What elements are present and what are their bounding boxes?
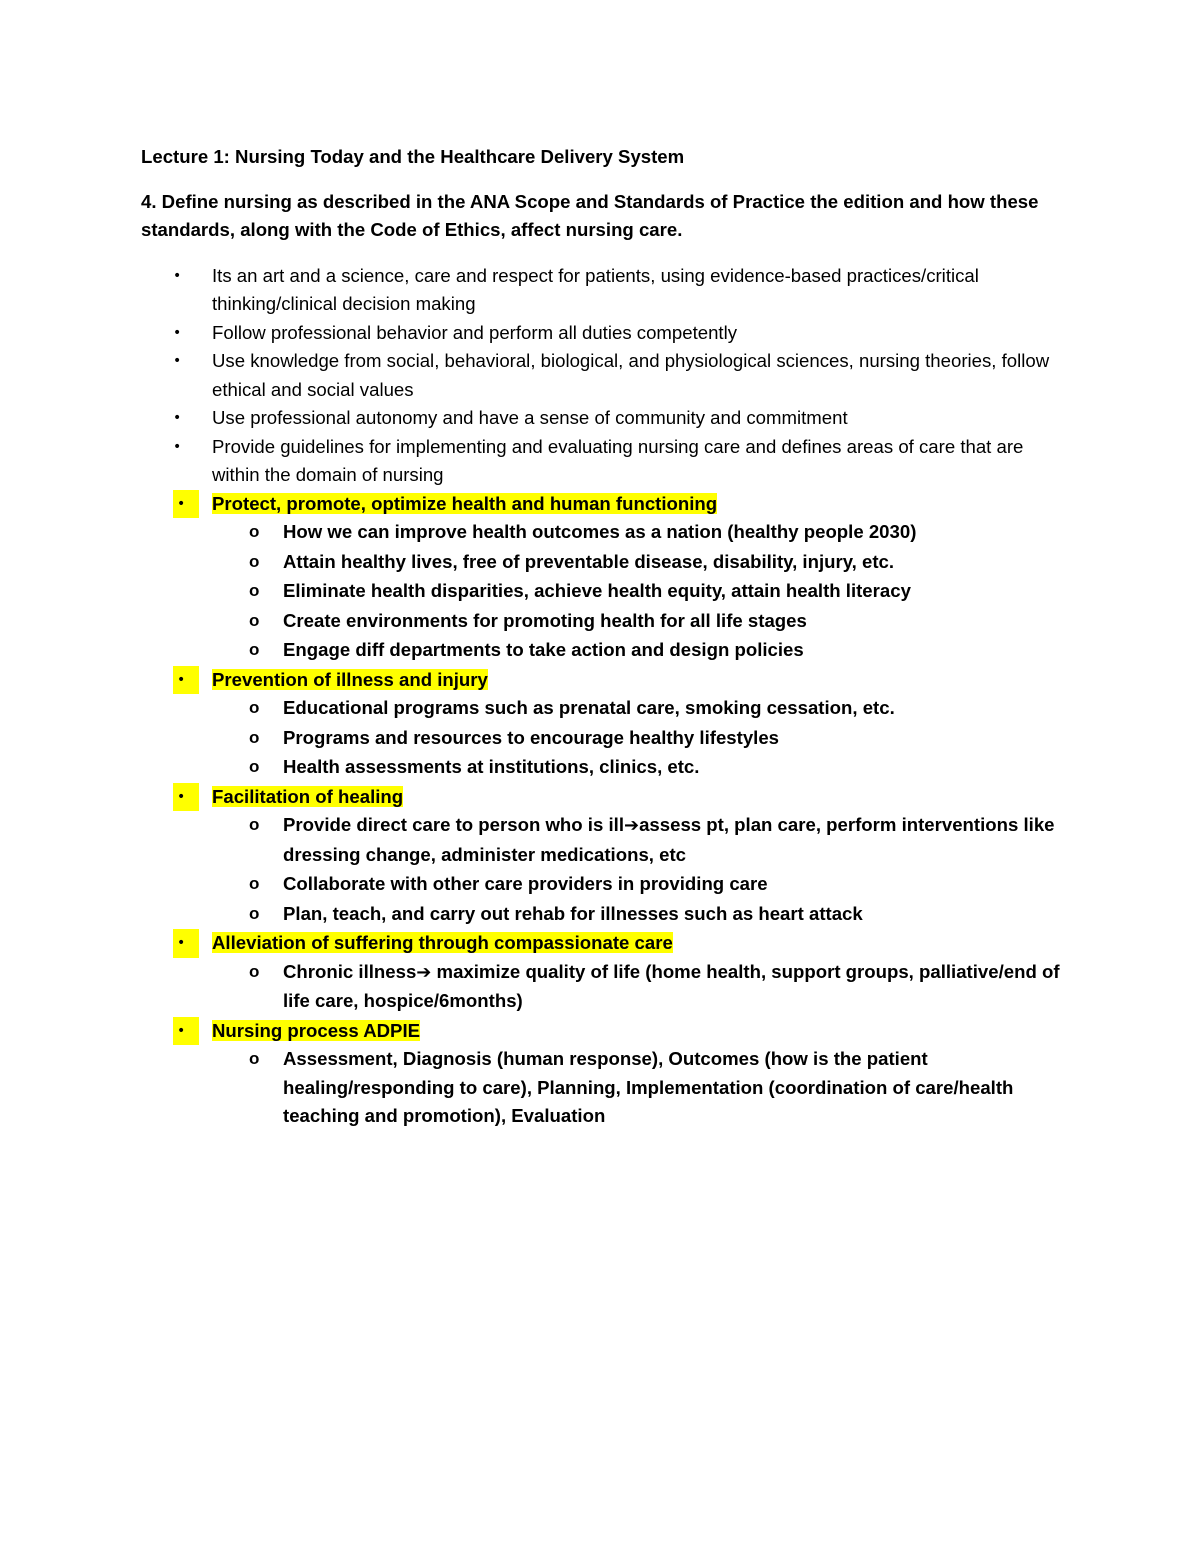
section-heading: Prevention of illness and injury <box>212 668 488 690</box>
list-item <box>141 262 1071 319</box>
sub-item-text: Engage diff departments to take action and design policies <box>283 639 804 660</box>
sub-item-text-before-arrow: Chronic illness <box>283 960 417 982</box>
sub-list-item <box>212 724 1071 753</box>
sub-item-text-after-arrow: maximize quality of life (home health, support groups, palliative/end of life care, hospice/6months) <box>283 960 1060 1011</box>
bullet-icon: • <box>173 410 182 426</box>
sub-item-text: Health assessments at institutions, clinics, etc. <box>283 756 700 777</box>
section-heading: Alleviation of suffering through compassionate care <box>212 932 673 953</box>
sub-list-item <box>212 958 1071 1016</box>
list-item <box>141 404 1071 433</box>
arrow-right-icon: ➔ <box>416 961 432 983</box>
highlighted-section <box>141 666 1071 782</box>
highlighted-section <box>141 1017 1071 1131</box>
list-item-text: Use professional autonomy and have a sense of community and commitment <box>212 407 848 428</box>
sub-list <box>212 694 1071 782</box>
sub-bullet-icon: o <box>249 522 260 541</box>
sub-bullet-icon: o <box>249 757 260 776</box>
list-item-text: Follow professional behavior and perform all duties competently <box>212 321 738 343</box>
sub-list-item <box>212 577 1071 606</box>
highlighted-section <box>141 783 1071 929</box>
lecture-title: Lecture 1: Nursing Today and the Healthcare Delivery System <box>141 146 685 167</box>
highlighted-bullet-icon: • <box>173 666 199 695</box>
bullet-icon: • <box>173 438 182 455</box>
sub-bullet-icon: o <box>249 581 260 600</box>
sub-list <box>212 811 1071 928</box>
section-heading: Nursing process ADPIE <box>212 1019 421 1041</box>
sub-item-text: How we can improve health outcomes as a nation (healthy people 2030) <box>283 521 917 542</box>
sub-list-item <box>212 694 1071 723</box>
sub-bullet-icon: o <box>249 727 260 747</box>
document-body <box>141 143 1071 1132</box>
sub-item-text: Create environments for promoting health for all life stages <box>283 609 807 631</box>
highlighted-bullet-icon: • <box>173 490 199 519</box>
sub-list-item <box>212 900 1071 929</box>
section-heading: Facilitation of healing <box>212 785 404 807</box>
question-text: 4. Define nursing as described in the ANA Scope and Standards of Practice the edition and how these standards, along with the Code of Ethics, affect nursing care. <box>141 190 1039 240</box>
highlighted-bullet-icon: • <box>173 1017 199 1046</box>
sub-bullet-icon: o <box>249 640 260 659</box>
sub-item-text: Educational programs such as prenatal care, smoking cessation, etc. <box>283 697 895 718</box>
sub-list-item <box>212 870 1071 899</box>
sub-list-item <box>212 753 1071 782</box>
list-item <box>141 347 1071 404</box>
sub-list-item <box>212 518 1071 547</box>
sub-list-item <box>212 607 1071 636</box>
sub-bullet-icon: o <box>249 551 260 571</box>
list-item <box>141 433 1071 490</box>
sub-item-text: Collaborate with other care providers in providing care <box>283 873 768 894</box>
sub-bullet-icon: o <box>249 815 260 834</box>
list-item <box>141 319 1071 348</box>
sub-list <box>212 518 1071 665</box>
bullet-list <box>141 262 1071 1131</box>
sub-list-item <box>212 1045 1071 1131</box>
sub-item-text: Eliminate health disparities, achieve health equity, attain health literacy <box>283 580 911 601</box>
section-heading: Protect, promote, optimize health and human functioning <box>212 492 718 514</box>
sub-item-text: Assessment, Diagnosis (human response), Outcomes (how is the patient healing/responding to care), Planning, Implementation (coordination of care/health teaching and promotion), Evaluation <box>283 1048 1014 1126</box>
list-item-text: Provide guidelines for implementing and evaluating nursing care and defines areas of care that are within the domain of nursing <box>212 435 1024 485</box>
bullet-icon: • <box>173 353 182 369</box>
sub-item-text-after-arrow: assess pt, plan care, perform interventions like dressing change, administer medications, etc <box>283 814 1055 865</box>
highlighted-bullet-icon: • <box>173 783 199 812</box>
sub-item-text: Plan, teach, and carry out rehab for illnesses such as heart attack <box>283 902 863 924</box>
highlighted-section <box>141 490 1071 665</box>
sub-list-item <box>212 548 1071 577</box>
highlighted-bullet-icon: • <box>173 929 199 958</box>
sub-list-item <box>212 636 1071 665</box>
sub-item-text-before-arrow: Provide direct care to person who is ill <box>283 814 624 835</box>
sub-bullet-icon: o <box>249 874 260 893</box>
sub-bullet-icon: o <box>249 903 260 923</box>
sub-list <box>212 1045 1071 1131</box>
list-item-text: Its an art and a science, care and respect for patients, using evidence-based practices/critical thinking/clinical decision making <box>212 264 979 314</box>
sub-bullet-icon: o <box>249 961 260 981</box>
sub-bullet-icon: o <box>249 698 260 717</box>
sub-list <box>212 958 1071 1016</box>
bullet-icon: • <box>173 324 182 341</box>
bullet-icon: • <box>173 267 182 284</box>
arrow-right-icon: ➔ <box>623 815 640 836</box>
list-item-text: Use knowledge from social, behavioral, biological, and physiological sciences, nursing theories, follow ethical and social values <box>212 350 1050 400</box>
sub-item-text: Attain healthy lives, free of preventable disease, disability, injury, etc. <box>283 550 895 572</box>
sub-bullet-icon: o <box>249 610 260 630</box>
sub-bullet-icon: o <box>249 1049 260 1068</box>
highlighted-section <box>141 929 1071 1016</box>
sub-item-text: Programs and resources to encourage healthy lifestyles <box>283 726 780 748</box>
sub-list-item <box>212 811 1071 869</box>
